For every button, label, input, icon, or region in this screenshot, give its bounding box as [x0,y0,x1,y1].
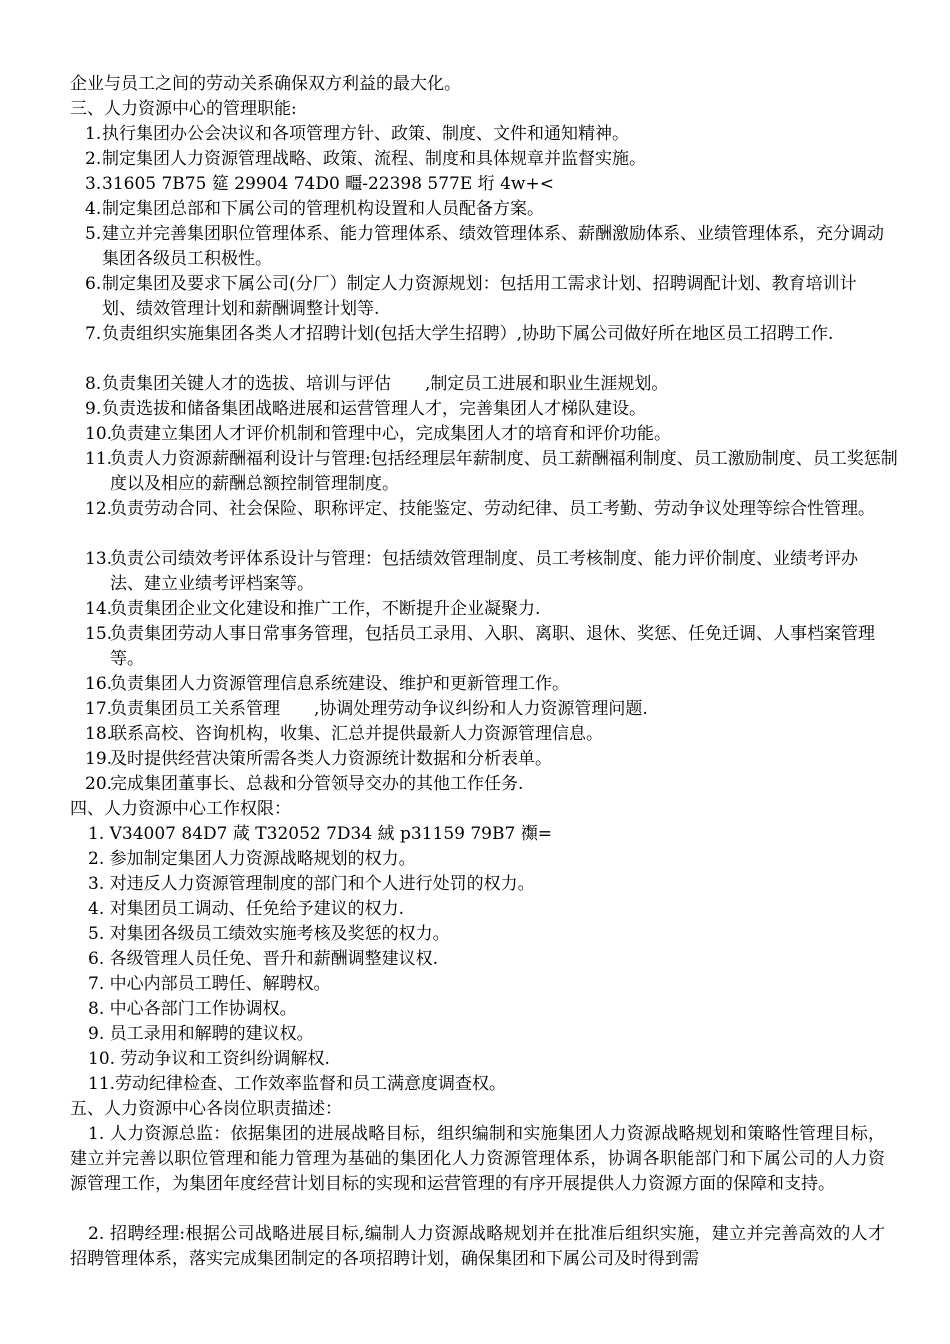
item-text: 负责人力资源薪酬福利设计与管理:包括经理层年薪制度、员工薪酬福利制度、员工激励制度、员工奖惩制度以及相应的薪酬总额控制管理制度。 [110,449,898,494]
list-item [85,372,890,397]
item-number: 18. [85,724,113,744]
list-item [85,222,890,272]
list-item [88,1047,330,1072]
item-number: 19. [85,749,113,769]
list-item [85,172,890,197]
item-number: 8. [88,999,105,1019]
list-item [88,1022,314,1047]
item-text: 劳动纪律检查、工作效率监督和员工满意度调查权。 [115,1074,507,1094]
list-item [85,447,900,497]
item-number: 5. [85,224,102,244]
item-text: 负责劳动合同、社会保险、职称评定、技能鉴定、劳动纪律、员工考勤、劳动争议处理等综合性管理。 [110,499,875,519]
list-item [88,847,416,872]
list-item [85,397,890,422]
item-text: 劳动争议和工资纠纷调解权. [120,1049,330,1069]
item-number: 16. [85,674,113,694]
list-item [88,997,297,1022]
list-item [85,597,890,622]
item-text: 对违反人力资源管理制度的部门和个人进行处罚的权力。 [109,874,535,894]
item-number: 9. [88,1024,105,1044]
intro-line: 企业与员工之间的劳动关系确保双方利益的最大化。 [70,74,461,94]
list-item [85,747,890,772]
section-5-heading: 五、人力资源中心各岗位职责描述： [70,1099,342,1119]
item-number: 8. [85,374,102,394]
item-text: 对集团各级员工绩效实施考核及奖惩的权力。 [109,924,450,944]
item-text: V34007 84D7 葴 T32052 7D34 絨 p31159 79B7 禷= [109,824,552,844]
section-4-heading: 四、人力资源中心工作权限： [70,799,291,819]
item-number: 3. [85,174,102,194]
item-number: 20. [85,774,113,794]
paragraph: 1. 人力资源总监：依据集团的进展战略目标，组织编制和实施集团人力资源战略规划和策略性管理目标，建立并完善以职位管理和能力管理为基础的集团化人力资源管理体系，协调各职能部门和下属公司的人力资源管理工作，为集团年度经营计划目标的实现和运营管理的有序开展提供人力资源方面的保障和支持。 [70,1124,885,1194]
item-number: 11. [88,1074,116,1094]
list-item [88,1072,506,1097]
list-item [88,872,535,897]
item-text: 建立并完善集团职位管理体系、能力管理体系、绩效管理体系、薪酬激励体系、业绩管理体系，充分调动集团各级员工积极性。 [102,224,884,269]
list-item [85,147,890,172]
item-number: 13. [85,549,113,569]
item-number: 7. [88,974,105,994]
item-number: 11. [85,449,113,469]
list-item [88,947,438,972]
list-item [88,972,331,997]
list-item [88,897,404,922]
item-number: 1. [85,124,102,144]
item-text: 负责集团劳动人事日常事务管理，包括员工录用、入职、离职、退休、奖惩、任免迁调、人事档案管理等。 [110,624,875,669]
item-text: 制定集团总部和下属公司的管理机构设置和人员配备方案。 [102,199,544,219]
item-number: 6. [85,274,102,294]
item-number: 12. [85,499,113,519]
list-item [85,197,890,222]
section-3-heading: 三、人力资源中心的管理职能: [70,99,297,119]
list-item [85,772,890,797]
item-text: 负责建立集团人才评价机制和管理中心，完成集团人才的培育和评价功能。 [110,424,671,444]
list-item [85,497,890,522]
list-item [88,822,552,847]
item-text: 负责集团企业文化建设和推广工作，不断提升企业凝聚力. [110,599,541,619]
item-text: 负责组织实施集团各类人才招聘计划(包括大学生招聘）,协助下属公司做好所在地区员工招聘工作. [102,324,834,344]
paragraph: 2. 招聘经理:根据公司战略进展目标,编制人力资源战略规划并在批准后组织实施，建立并完善高效的人才招聘管理体系，落实完成集团制定的各项招聘计划，确保集团和下属公司及时得到需 [70,1224,885,1269]
item-text: 制定集团人力资源管理战略、政策、流程、制度和具体规章并监督实施。 [102,149,646,169]
item-text: 执行集团办公会决议和各项管理方针、政策、制度、文件和通知精神。 [102,124,629,144]
list-item [85,322,890,347]
item-number: 14. [85,599,113,619]
item-number: 9. [85,399,102,419]
list-item [85,122,890,147]
item-text: 制定集团及要求下属公司(分厂）制定人力资源规划：包括用工需求计划、招聘调配计划、教育培训计划、绩效管理计划和薪酬调整计划等. [102,274,857,319]
item-number: 10. [85,424,113,444]
item-text: 对集团员工调动、任免给予建议的权力. [109,899,405,919]
item-number: 2. [88,849,105,869]
item-text: 负责公司绩效考评体系设计与管理：包括绩效管理制度、员工考核制度、能力评价制度、业绩考评办法、建立业绩考评档案等。 [110,549,858,594]
item-number: 4. [88,899,105,919]
list-item [85,272,890,322]
item-number: 3. [88,874,105,894]
item-number: 7. [85,324,102,344]
item-text: 各级管理人员任免、晋升和薪酬调整建议权. [109,949,439,969]
item-number: 5. [88,924,105,944]
item-text: 负责集团人力资源管理信息系统建设、维护和更新管理工作。 [110,674,569,694]
item-text: 参加制定集团人力资源战略规划的权力。 [109,849,416,869]
item-text: 中心各部门工作协调权。 [109,999,297,1019]
item-text: 负责选拔和储备集团战略进展和运营管理人才，完善集团人才梯队建设。 [102,399,646,419]
item-number: 4. [85,199,102,219]
item-text: 完成集团董事长、总裁和分管领导交办的其他工作任务. [110,774,524,794]
item-text: 31605 7B75 筵 29904 74D0 疅-22398 577E 垳 4w+< [102,174,554,194]
item-number: 2. [85,149,102,169]
list-item [88,922,450,947]
list-item [85,422,890,447]
item-text: 及时提供经营决策所需各类人力资源统计数据和分析表单。 [110,749,552,769]
item-text: 负责集团关键人才的选拔、培训与评估 ,制定员工进展和职业生涯规划。 [102,374,669,394]
item-number: 10. [88,1049,116,1069]
item-number: 17. [85,699,113,719]
list-item [85,722,890,747]
list-item [85,672,890,697]
item-text: 负责集团员工关系管理 ,协调处理劳动争议纠纷和人力资源管理问题. [110,699,648,719]
item-text: 中心内部员工聘任、解聘权。 [109,974,331,994]
list-item [85,547,890,597]
item-number: 1. [88,824,105,844]
item-number: 15. [85,624,113,644]
item-number: 6. [88,949,105,969]
item-text: 员工录用和解聘的建议权。 [109,1024,314,1044]
list-item [85,697,890,722]
item-text: 联系高校、咨询机构，收集、汇总并提供最新人力资源管理信息。 [110,724,603,744]
list-item [85,622,890,672]
